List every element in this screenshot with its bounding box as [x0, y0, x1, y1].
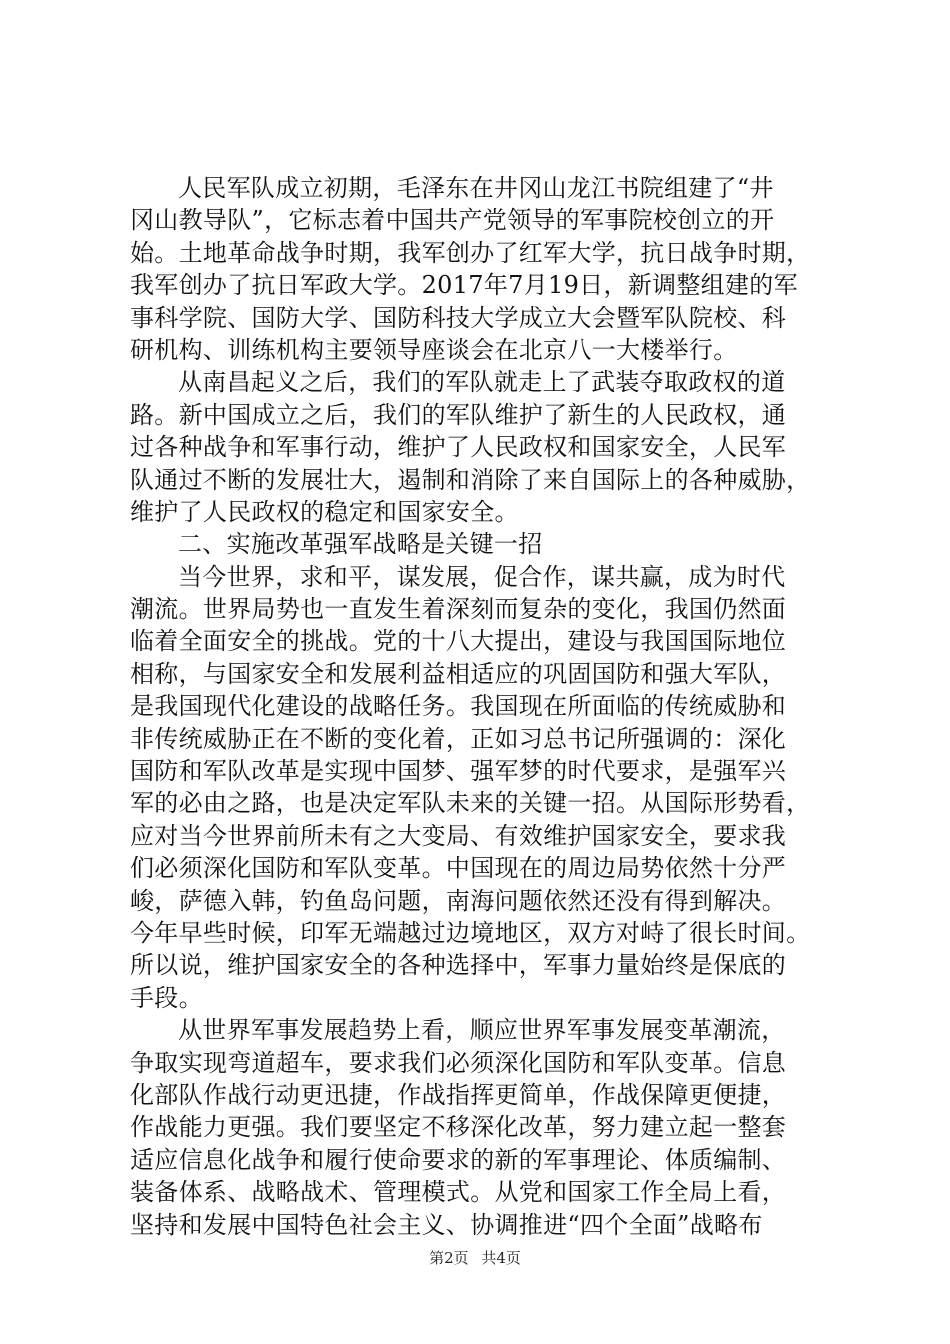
- text-line: 过各种战争和军事行动，维护了人民政权和国家安全，人民军: [130, 433, 787, 462]
- text-line: 潮流。世界局势也一直发生着深刻而复杂的变化，我国仍然面: [130, 595, 787, 624]
- text-line: 始。土地革命战争时期，我军创办了红军大学，抗日战争时期，: [130, 238, 811, 267]
- text-line: 事科学院、国防大学、国防科技大学成立大会暨军队院校、科: [130, 303, 787, 332]
- text-line: 非传统威胁正在不断的变化着，正如习总书记所强调的：深化: [130, 724, 787, 753]
- text-line: 今年早些时候，印军无端越过边境地区，双方对峙了很长时间。: [130, 918, 811, 947]
- text-line: 相称，与国家安全和发展利益相适应的巩固国防和强大军队，: [130, 659, 787, 688]
- text-line: 作战能力更强。我们要坚定不移深化改革，努力建立起一整套: [130, 1113, 787, 1142]
- text-line: 峻，萨德入韩，钓鱼岛问题，南海问题依然还没有得到解决。: [130, 886, 787, 915]
- text-line: 争取实现弯道超车，要求我们必须深化国防和军队变革。信息: [130, 1048, 787, 1077]
- text-line: 适应信息化战争和履行使命要求的新的军事理论、体质编制、: [130, 1145, 787, 1174]
- text-line: 二、实施改革强军战略是关键一招: [178, 530, 543, 559]
- text-line: 人民军队成立初期，毛泽东在井冈山龙江书院组建了“井: [178, 174, 774, 202]
- text-line: 是我国现代化建设的战略任务。我国现在所面临的传统威胁和: [130, 692, 787, 721]
- text-line: 队通过不断的发展壮大，遏制和消除了来自国际上的各种威胁，: [130, 465, 811, 494]
- page-number: 第2页: [429, 1249, 469, 1267]
- page-total: 共4页: [481, 1249, 521, 1267]
- text-line: 研机构、训练机构主要领导座谈会在北京八一大楼举行。: [130, 335, 738, 364]
- page-footer: [0, 1248, 950, 1268]
- text-line: 当今世界，求和平，谋发展，促合作，谋共赢，成为时代: [178, 562, 786, 591]
- text-line: 冈山教导队”，它标志着中国共产党领导的军事院校创立的开: [130, 206, 775, 235]
- text-line: 维护了人民政权的稳定和国家安全。: [130, 497, 519, 526]
- text-line: 坚持和发展中国特色社会主义、协调推进“四个全面”战略布: [130, 1210, 763, 1239]
- text-line: 路。新中国成立之后，我们的军队维护了新生的人民政权，通: [130, 400, 787, 429]
- text-line: 临着全面安全的挑战。党的十八大提出，建设与我国国际地位: [130, 627, 787, 656]
- text-line: 手段。: [130, 983, 203, 1012]
- text-line: 装备体系、战略战术、管理模式。从党和国家工作全局上看，: [130, 1178, 787, 1207]
- text-line: 从世界军事发展趋势上看，顺应世界军事发展变革潮流，: [178, 1016, 786, 1045]
- text-line: 应对当今世界前所未有之大变局、有效维护国家安全，要求我: [130, 821, 787, 850]
- text-line: 们必须深化国防和军队变革。中国现在的周边局势依然十分严: [130, 854, 787, 883]
- document-body: [130, 172, 830, 1241]
- text-line: 国防和军队改革是实现中国梦、强军梦的时代要求，是强军兴: [130, 757, 787, 786]
- text-line: 化部队作战行动更迅捷，作战指挥更简单，作战保障更便捷，: [130, 1080, 787, 1109]
- text-line: 所以说，维护国家安全的各种选择中，军事力量始终是保底的: [130, 951, 787, 980]
- text-line: 从南昌起义之后，我们的军队就走上了武装夺取政权的道: [178, 368, 786, 397]
- text-line: 我军创办了抗日军政大学。2017年7月19日，新调整组建的军: [130, 271, 798, 300]
- text-line: 军的必由之路，也是决定军队未来的关键一招。从国际形势看，: [130, 789, 811, 818]
